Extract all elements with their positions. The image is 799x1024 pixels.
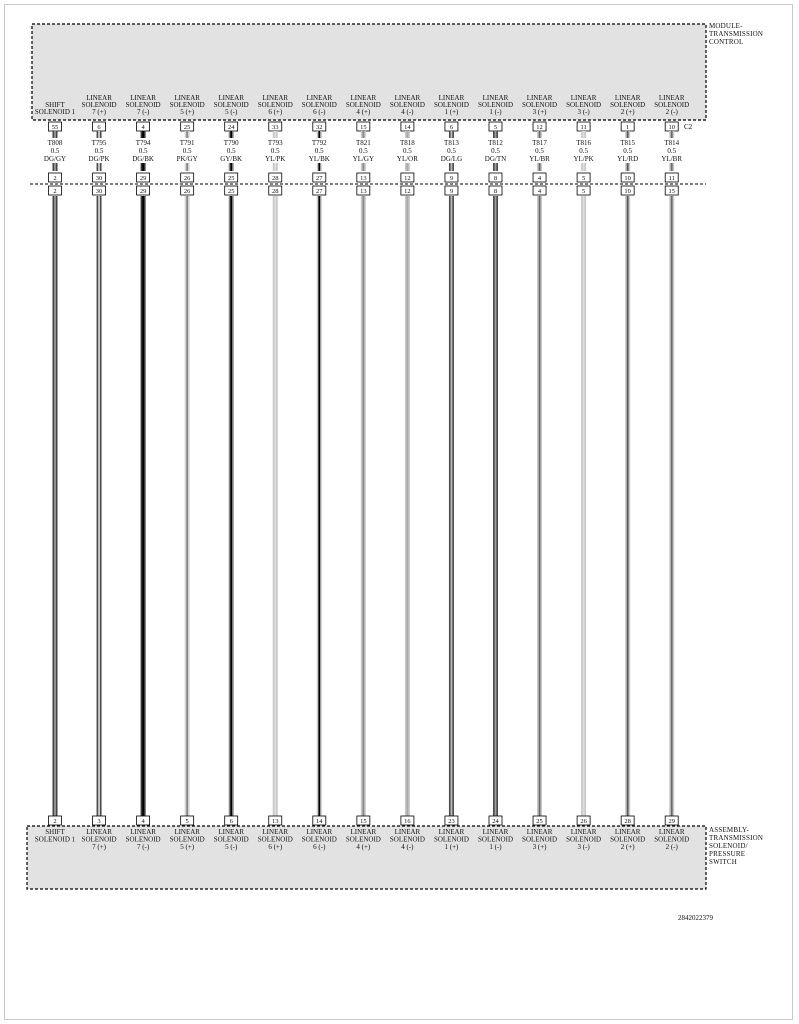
- module-pin-label: LINEAR: [262, 94, 289, 102]
- assembly-pin-label: SOLENOID 1: [34, 835, 76, 844]
- wire-stub-top-stripe: [495, 131, 497, 138]
- assembly-pin-label: SOLENOID: [125, 835, 161, 844]
- assembly-pin-number: 24: [492, 818, 499, 825]
- circuit-number: T814: [664, 139, 680, 147]
- wire-main-stripe: [451, 196, 453, 816]
- module-pin-label: SOLENOID: [610, 101, 646, 109]
- reference-number: 2842022379: [678, 914, 713, 922]
- inline-pin-top: 4: [537, 175, 542, 182]
- wire-gauge: 0.5: [182, 147, 192, 155]
- wire-color-code: YL/BR: [661, 155, 683, 163]
- wire-gauge: 0.5: [358, 147, 368, 155]
- module-pin-label: LINEAR: [350, 94, 377, 102]
- module-pin-number: 55: [51, 124, 59, 131]
- wire-main-stripe: [583, 196, 585, 816]
- module-pin-number: 11: [580, 124, 587, 131]
- wire-stub-inline-stripe: [54, 163, 56, 171]
- wire-stub-inline-stripe: [407, 163, 409, 171]
- module-pin-label: SOLENOID 1: [34, 108, 76, 116]
- wire-color-code: YL/PK: [265, 155, 286, 163]
- assembly-pin-label: 6 (+): [268, 843, 283, 851]
- wire-stub-inline-stripe: [142, 163, 144, 171]
- assembly-pin-number: 26: [580, 818, 587, 825]
- wire-main-stripe: [671, 196, 673, 816]
- assembly-pin-label: LINEAR: [658, 828, 685, 836]
- wire-main-stripe: [54, 196, 56, 816]
- inline-pin-top: 9: [449, 175, 454, 182]
- circuit-number: T808: [47, 139, 63, 147]
- assembly-pin-label: 7 (-): [136, 843, 150, 851]
- assembly-label: [709, 826, 763, 866]
- assembly-pin-number: 25: [536, 818, 543, 825]
- wire-main-stripe: [362, 196, 364, 816]
- assembly-pin-label: LINEAR: [438, 828, 465, 836]
- module-pin-number: 5: [493, 124, 498, 131]
- module-pin-label: 3 (-): [577, 108, 590, 116]
- assembly-pin-label: SOLENOID: [478, 835, 513, 844]
- inline-pin-bottom: 27: [316, 188, 323, 195]
- module-pin-label: SOLENOID: [169, 101, 205, 109]
- circuit-number: T793: [267, 139, 283, 147]
- wire-main-stripe: [142, 196, 144, 816]
- module-pin-label: 5 (-): [225, 108, 238, 116]
- module-pin-label: LINEAR: [130, 94, 156, 102]
- wire-stub-top-stripe: [54, 131, 56, 138]
- inline-pin-bottom: 13: [360, 188, 367, 195]
- assembly-pin-number: 6: [229, 818, 233, 825]
- assembly-pin-label: SOLENOID: [169, 835, 205, 844]
- module-pin-number: 15: [360, 124, 367, 131]
- assembly-label-line: TRANSMISSION: [709, 834, 764, 842]
- assembly-pin-label: LINEAR: [570, 828, 597, 836]
- assembly-pin-label: SOLENOID: [345, 835, 381, 844]
- wire-color-code: YL/OR: [396, 155, 418, 163]
- module-pin-label: 4 (+): [356, 108, 371, 116]
- module-pin-label: LINEAR: [570, 94, 597, 102]
- module-pin-label: LINEAR: [438, 94, 465, 102]
- inline-pin-top: 25: [227, 175, 235, 182]
- module-pin-label: 1 (-): [489, 108, 502, 116]
- assembly-label-line: SOLENOID/: [709, 842, 748, 850]
- wire-stub-top-stripe: [539, 131, 541, 138]
- assembly-pin-label: SOLENOID: [522, 835, 558, 844]
- wire-gauge: 0.5: [226, 147, 236, 155]
- module-pin-label: LINEAR: [306, 94, 333, 102]
- assembly-pin-label: 5 (-): [225, 843, 238, 851]
- wire-gauge: 0.5: [270, 147, 280, 155]
- wire-stub-top-stripe: [186, 131, 188, 138]
- assembly-pin-label: LINEAR: [130, 828, 156, 836]
- wire-gauge: 0.5: [535, 147, 544, 155]
- circuit-number: T794: [135, 139, 151, 147]
- wire-color-code: YL/GY: [352, 155, 375, 163]
- wire-gauge: 0.5: [491, 147, 500, 155]
- wire-main-stripe: [539, 196, 541, 816]
- wire-stub-top-stripe: [98, 131, 100, 138]
- module-pin-label: SOLENOID: [389, 101, 425, 109]
- wire-gauge: 0.5: [667, 147, 677, 155]
- inline-pin-bottom: 9: [449, 188, 454, 195]
- wire-gauge: 0.5: [94, 147, 104, 155]
- module-pin-number: 10: [668, 124, 675, 131]
- module-pin-number: 6: [97, 124, 101, 131]
- wire-gauge: 0.5: [314, 147, 324, 155]
- module-pin-number: 33: [272, 124, 279, 131]
- module-pin-label: SOLENOID: [654, 101, 690, 109]
- assembly-label-line: PRESSURE: [709, 850, 746, 858]
- circuit-number: T791: [179, 139, 195, 147]
- module-pin-label: SOLENOID: [81, 101, 117, 109]
- wire-gauge: 0.5: [579, 147, 588, 155]
- assembly-pin-label: SOLENOID: [257, 835, 293, 844]
- assembly-pin-number: 28: [624, 818, 631, 825]
- inline-pin-top: 8: [493, 175, 498, 182]
- inline-pin-top: 26: [183, 175, 191, 182]
- wire-color-code: GY/BK: [220, 155, 243, 163]
- wire-color-code: DG/TN: [484, 155, 507, 163]
- assembly-pin-label: 4 (-): [401, 843, 414, 851]
- inline-pin-top: 29: [139, 175, 147, 182]
- module-pin-number: 14: [404, 124, 411, 131]
- wire-gauge: 0.5: [403, 147, 412, 155]
- circuit-number: T812: [488, 139, 503, 147]
- assembly-pin-label: SOLENOID: [389, 835, 425, 844]
- assembly-pin-label: SOLENOID: [433, 835, 469, 844]
- assembly-pin-label: LINEAR: [218, 828, 245, 836]
- inline-pin-top: 10: [624, 175, 631, 182]
- assembly-pin-label: 2 (-): [665, 843, 678, 851]
- assembly-pin-label: 2 (+): [620, 843, 635, 851]
- assembly-pin-number: 13: [272, 818, 279, 825]
- wire-color-code: YL/RD: [617, 155, 639, 163]
- inline-pin-bottom: 2: [53, 188, 57, 195]
- assembly-pin-label: LINEAR: [614, 828, 641, 836]
- module-pin-label: LINEAR: [526, 94, 553, 102]
- assembly-pin-number: 23: [448, 818, 455, 825]
- assembly-pin-number: 5: [185, 818, 189, 825]
- circuit-number: T790: [223, 139, 239, 147]
- connector-c2-label: C2: [684, 123, 693, 131]
- assembly-pin-number: 14: [316, 818, 323, 825]
- wire-color-code: DG/LG: [440, 155, 463, 163]
- wire-stub-inline-stripe: [362, 163, 364, 171]
- module-pin-label: LINEAR: [218, 94, 245, 102]
- inline-pin-top: 28: [272, 175, 279, 182]
- wire-stub-top-stripe: [627, 131, 629, 138]
- assembly-pin-label: LINEAR: [394, 828, 421, 836]
- wire-stub-top-stripe: [230, 131, 232, 138]
- module-pin-label: SOLENOID: [566, 101, 602, 109]
- wire-stub-inline-stripe: [627, 163, 629, 171]
- wire-gauge: 0.5: [50, 147, 60, 155]
- wire-main-stripe: [318, 196, 320, 816]
- inline-pin-top: 27: [316, 175, 323, 182]
- inline-pin-top: 5: [581, 175, 586, 182]
- circuit-number: T816: [576, 139, 591, 147]
- wire-stub-inline-stripe: [583, 163, 585, 171]
- wire-main-stripe: [186, 196, 188, 816]
- assembly-pin-label: 5 (+): [180, 843, 195, 851]
- inline-pin-top: 12: [404, 175, 411, 182]
- module-pin-label: 2 (+): [620, 108, 635, 116]
- assembly-pin-label: 3 (+): [532, 843, 547, 851]
- circuit-number: T821: [355, 139, 371, 147]
- assembly-pin-label: 7 (+): [92, 843, 106, 851]
- wire-color-code: DG/GY: [43, 155, 67, 163]
- inline-pin-top: 13: [360, 175, 367, 182]
- assembly-pin-label: LINEAR: [86, 828, 112, 836]
- inline-pin-bottom: 26: [183, 188, 191, 195]
- module-pin-label: 6 (-): [313, 108, 326, 116]
- assembly-pin-number: 16: [404, 818, 411, 825]
- wire-stub-top-stripe: [362, 131, 364, 138]
- assembly-pin-label: 3 (-): [577, 843, 590, 851]
- module-pin-number: 24: [227, 124, 235, 131]
- module-pin-label: 4 (-): [401, 108, 414, 116]
- assembly-pin-number: 4: [141, 818, 145, 825]
- assembly-pin-number: 2: [53, 818, 57, 825]
- module-pin-number: 1: [626, 124, 630, 131]
- module-pin-number: 25: [183, 124, 191, 131]
- wire-main-stripe: [98, 196, 100, 816]
- assembly-pin-number: 3: [97, 818, 101, 825]
- inline-pin-bottom: 12: [404, 188, 411, 195]
- inline-pin-bottom: 4: [537, 188, 542, 195]
- wire-stub-inline-stripe: [318, 163, 320, 171]
- assembly-pin-label: SOLENOID: [654, 835, 690, 844]
- inline-pin-bottom: 5: [581, 188, 586, 195]
- wire-stub-inline-stripe: [274, 163, 276, 171]
- wire-stub-inline-stripe: [451, 163, 453, 171]
- module-pin-number: 32: [316, 124, 323, 131]
- circuit-number: T795: [91, 139, 107, 147]
- module-pin-label: 6 (+): [268, 108, 283, 116]
- assembly-pin-label: LINEAR: [306, 828, 333, 836]
- wire-stub-inline-stripe: [186, 163, 188, 171]
- module-pin-label: LINEAR: [614, 94, 641, 102]
- wire-color-code: YL/BR: [529, 155, 550, 163]
- circuit-number: T818: [400, 139, 415, 147]
- wire-color-code: YL/PK: [573, 155, 594, 163]
- module-pin-label: SOLENOID: [257, 101, 293, 109]
- wire-main-stripe: [627, 196, 629, 816]
- module-pin-number: 6: [449, 124, 454, 131]
- assembly-pin-label: LINEAR: [482, 828, 509, 836]
- inline-pin-bottom: 28: [272, 188, 279, 195]
- module-pin-label: 3 (+): [532, 108, 547, 116]
- assembly-pin-label: SOLENOID: [81, 835, 117, 844]
- wire-color-code: PK/GY: [176, 155, 198, 163]
- inline-pin-top: 30: [95, 175, 103, 182]
- wire-gauge: 0.5: [138, 147, 148, 155]
- assembly-pin-number: 15: [360, 818, 367, 825]
- assembly-pin-label: 1 (+): [444, 843, 459, 851]
- module-pin-label: SOLENOID: [345, 101, 381, 109]
- assembly-pin-label: LINEAR: [350, 828, 377, 836]
- module-pin-label: SOLENOID: [433, 101, 469, 109]
- module-label-line: MODULE-: [709, 22, 743, 30]
- assembly-pin-label: SOLENOID: [566, 835, 602, 844]
- inline-pin-top: 2: [53, 175, 57, 182]
- assembly-label-line: SWITCH: [709, 858, 738, 866]
- assembly-pin-label: SOLENOID: [213, 835, 249, 844]
- wire-stub-top-stripe: [671, 131, 673, 138]
- assembly-pin-label: LINEAR: [526, 828, 553, 836]
- wire-stub-top-stripe: [583, 131, 585, 138]
- wire-color-code: DG/BK: [132, 155, 154, 163]
- inline-pin-bottom: 29: [139, 188, 147, 195]
- circuit-number: T815: [620, 139, 636, 147]
- wire-gauge: 0.5: [447, 147, 456, 155]
- wire-stub-inline-stripe: [539, 163, 541, 171]
- assembly-pin-label: LINEAR: [262, 828, 289, 836]
- inline-pin-bottom: 15: [668, 188, 675, 195]
- module-pin-label: SOLENOID: [125, 101, 161, 109]
- wire-stub-top-stripe: [451, 131, 453, 138]
- module-label-line: TRANSMISSION: [709, 30, 764, 38]
- wire-main-stripe: [495, 196, 497, 816]
- module-pin-label: LINEAR: [86, 94, 112, 102]
- module-pin-label: SHIFT: [45, 101, 65, 109]
- module-pin-label: LINEAR: [394, 94, 421, 102]
- assembly-pin-label: LINEAR: [174, 828, 200, 836]
- inline-pin-bottom: 10: [624, 188, 631, 195]
- module-label-line: CONTROL: [709, 38, 744, 46]
- wire-main-stripe: [230, 196, 232, 816]
- circuit-number: T813: [444, 139, 459, 147]
- wire-color-code: DG/PK: [88, 155, 110, 163]
- module-label: [709, 22, 763, 46]
- circuit-number: T792: [311, 139, 327, 147]
- inline-pin-bottom: 30: [95, 188, 103, 195]
- module-pin-label: LINEAR: [174, 94, 200, 102]
- module-pin-label: 2 (-): [665, 108, 678, 116]
- wire-stub-top-stripe: [142, 131, 144, 138]
- assembly-pin-label: 6 (-): [313, 843, 326, 851]
- module-pin-label: SOLENOID: [213, 101, 249, 109]
- module-pin-label: 7 (-): [136, 108, 150, 116]
- module-pin-number: 12: [536, 124, 543, 131]
- circuit-number: T817: [532, 139, 547, 147]
- module-pin-label: LINEAR: [482, 94, 509, 102]
- wire-main-stripe: [407, 196, 409, 816]
- assembly-label-line: ASSEMBLY-: [709, 826, 749, 834]
- wire-gauge: 0.5: [623, 147, 633, 155]
- wire-stub-inline-stripe: [98, 163, 100, 171]
- module-pin-label: 1 (+): [444, 108, 459, 116]
- wire-stub-top-stripe: [407, 131, 409, 138]
- module-pin-label: LINEAR: [658, 94, 685, 102]
- wire-stub-inline-stripe: [230, 163, 232, 171]
- inline-pin-bottom: 25: [227, 188, 235, 195]
- assembly-pin-label: SOLENOID: [610, 835, 646, 844]
- assembly-pin-label: SHIFT: [45, 828, 65, 836]
- wire-main-stripe: [274, 196, 276, 816]
- wire-stub-inline-stripe: [671, 163, 673, 171]
- wire-stub-top-stripe: [274, 131, 276, 138]
- assembly-pin-label: 4 (+): [356, 843, 371, 851]
- circuit-group: [35, 94, 689, 851]
- module-pin-number: 4: [141, 124, 145, 131]
- module-pin-label: SOLENOID: [522, 101, 558, 109]
- assembly-pin-number: 29: [668, 818, 675, 825]
- module-pin-label: 5 (+): [180, 108, 195, 116]
- module-pin-label: 7 (+): [92, 108, 106, 116]
- wire-stub-top-stripe: [318, 131, 320, 138]
- wire-color-code: YL/BK: [308, 155, 330, 163]
- wire-stub-inline-stripe: [495, 163, 497, 171]
- inline-pin-bottom: 8: [493, 188, 498, 195]
- assembly-pin-label: SOLENOID: [301, 835, 337, 844]
- module-pin-label: SOLENOID: [301, 101, 337, 109]
- assembly-pin-label: 1 (-): [489, 843, 502, 851]
- inline-pin-top: 11: [668, 175, 675, 182]
- module-pin-label: SOLENOID: [478, 101, 513, 109]
